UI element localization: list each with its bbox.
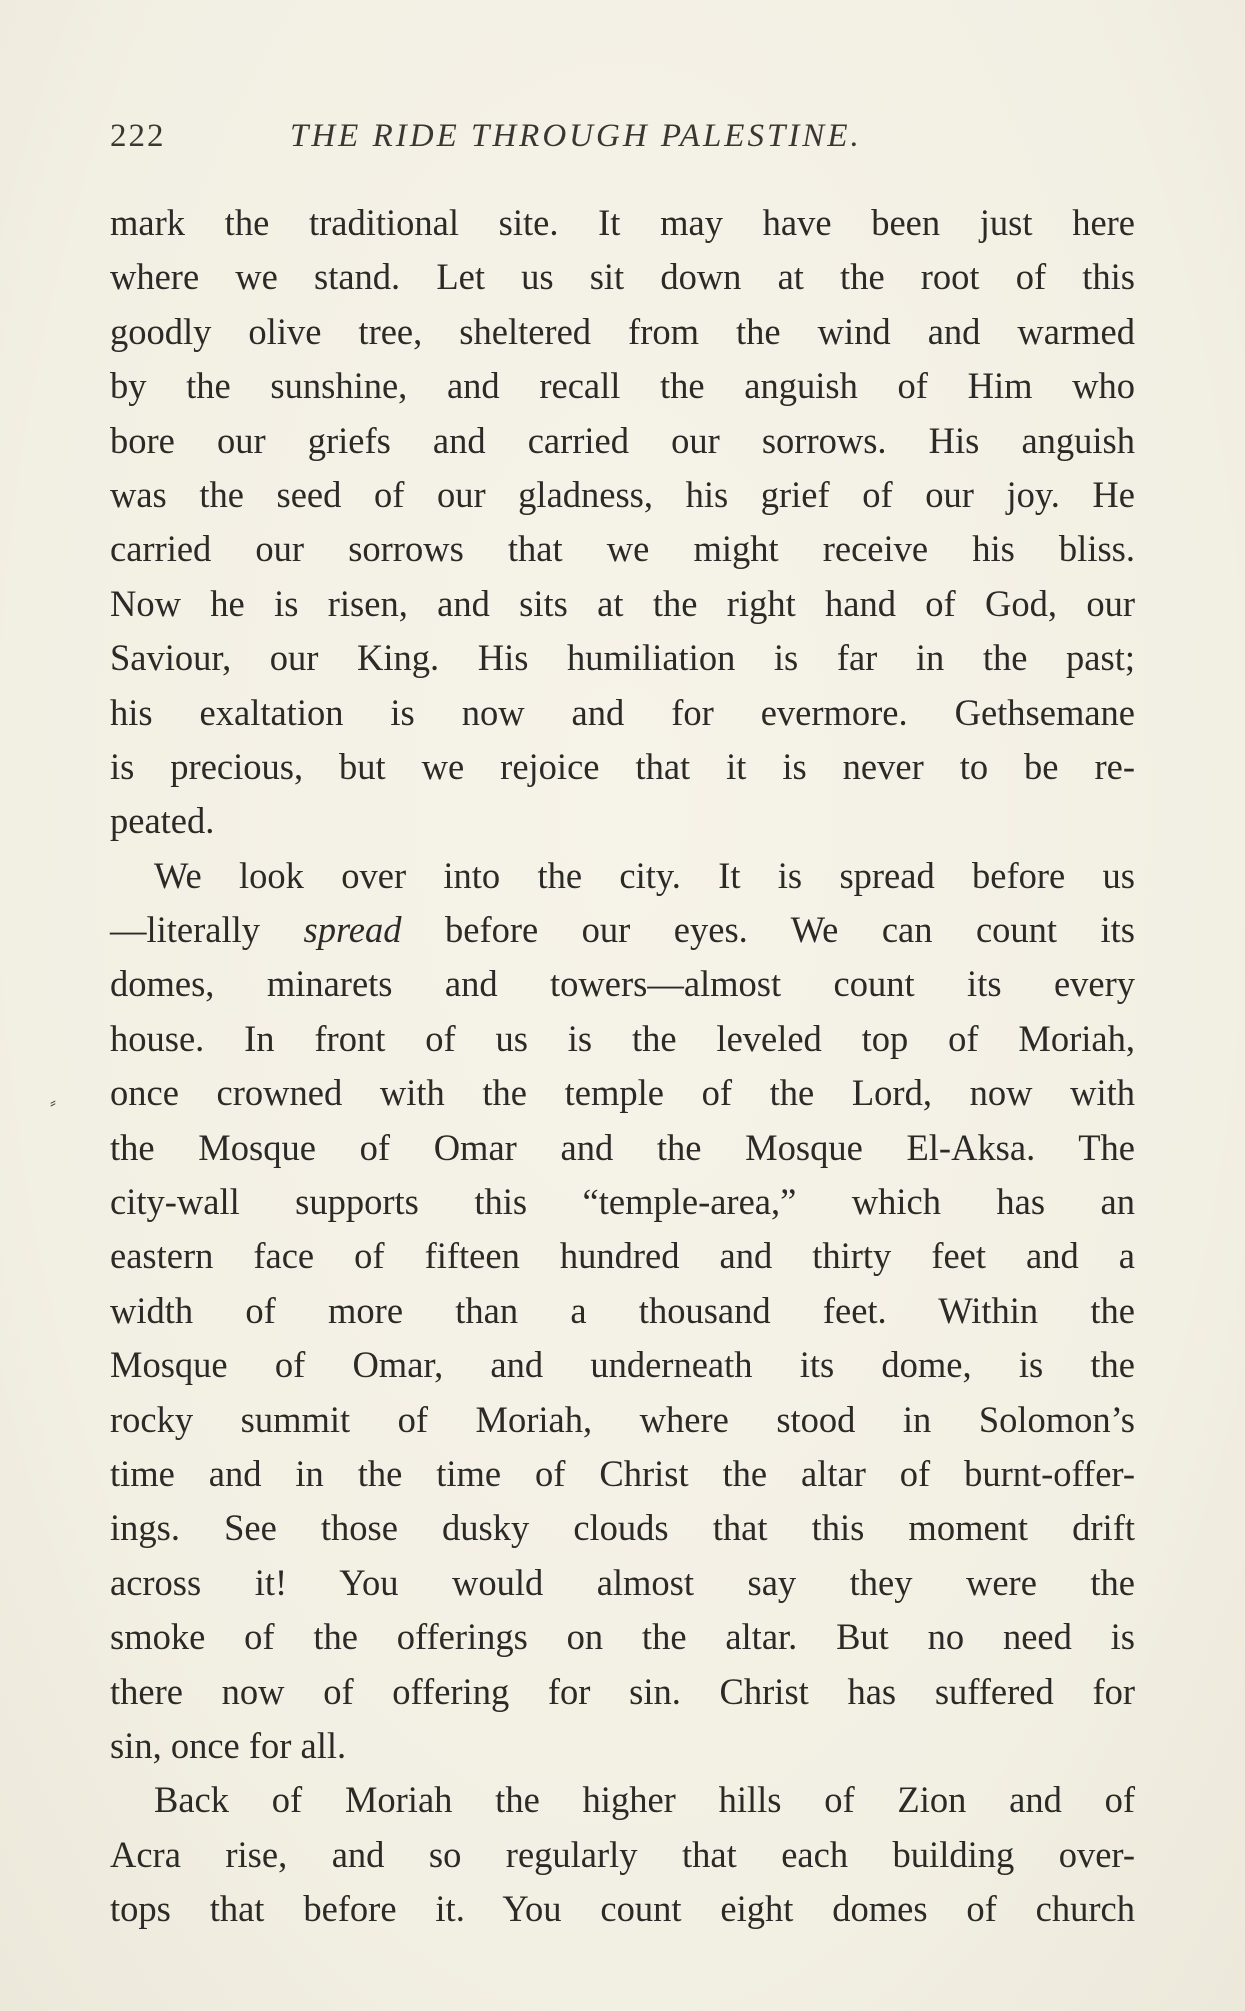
text-line: sin, once for all. [110,1724,347,1766]
text-line: smoke of the offerings on the altar. But no need is [110,1616,1135,1658]
text-segment: —literally [110,909,304,951]
text-line: width of more than a thousand feet. Within the [110,1289,1135,1331]
text-line: We look over into the city. It is spread before us [154,854,1135,896]
text-line: carried our sorrows that we might receive his bliss. [110,528,1135,570]
text-line: once crowned with the temple of the Lord, now with [110,1072,1135,1114]
text-line: rocky summit of Moriah, where stood in Solomon’s [110,1398,1135,1440]
text-line: goodly olive tree, sheltered from the wind and warmed [110,310,1135,352]
text-line: domes, minarets and towers—almost count its every [110,963,1135,1005]
text-line: city-wall supports this “temple-area,” which has an [110,1181,1135,1223]
text-line: peated. [110,800,215,842]
text-line: is precious, but we rejoice that it is never to be re- [110,745,1135,787]
text-line: the Mosque of Omar and the Mosque El-Aksa. The [110,1126,1135,1168]
text-line: there now of offering for sin. Christ has suffered for [110,1670,1135,1712]
emphasis-text: spread [303,909,402,951]
text-segment: before our eyes. We can count its [401,909,1135,951]
running-title: THE RIDE THROUGH PALESTINE. [290,118,862,154]
margin-mark-icon: ⸗ [50,1092,56,1112]
body-text [110,196,1135,1937]
text-line: by the sunshine, and recall the anguish of Him who [110,365,1135,407]
text-line: mark the traditional site. It may have been just here [110,202,1135,243]
text-line: eastern face of fifteen hundred and thirty feet and a [110,1235,1135,1277]
text-line [110,903,1135,957]
text-line: Acra rise, and so regularly that each building over- [110,1833,1135,1875]
text-line: his exaltation is now and for evermore. Gethsemane [110,691,1135,733]
text-line: Saviour, our King. His humiliation is far in the past; [110,637,1135,679]
text-line: ings. See those dusky clouds that this moment drift [110,1507,1135,1549]
text-line: across it! You would almost say they were the [110,1561,1135,1603]
text-line: Back of Moriah the higher hills of Zion and of [154,1779,1135,1821]
text-line: bore our griefs and carried our sorrows. His anguish [110,419,1135,461]
text-line: was the seed of our gladness, his grief of our joy. He [110,473,1135,515]
page-header [110,118,1130,168]
text-line: Mosque of Omar, and underneath its dome, is the [110,1344,1135,1386]
text-line: house. In front of us is the leveled top of Moriah, [110,1017,1135,1059]
text-line: where we stand. Let us sit down at the root of this [110,256,1135,298]
text-line: Now he is risen, and sits at the right hand of God, our [110,582,1135,624]
text-line: tops that before it. You count eight domes of church [110,1888,1135,1930]
text-line: time and in the time of Christ the altar of burnt-offer- [110,1452,1135,1494]
page-number: 222 [110,118,166,154]
